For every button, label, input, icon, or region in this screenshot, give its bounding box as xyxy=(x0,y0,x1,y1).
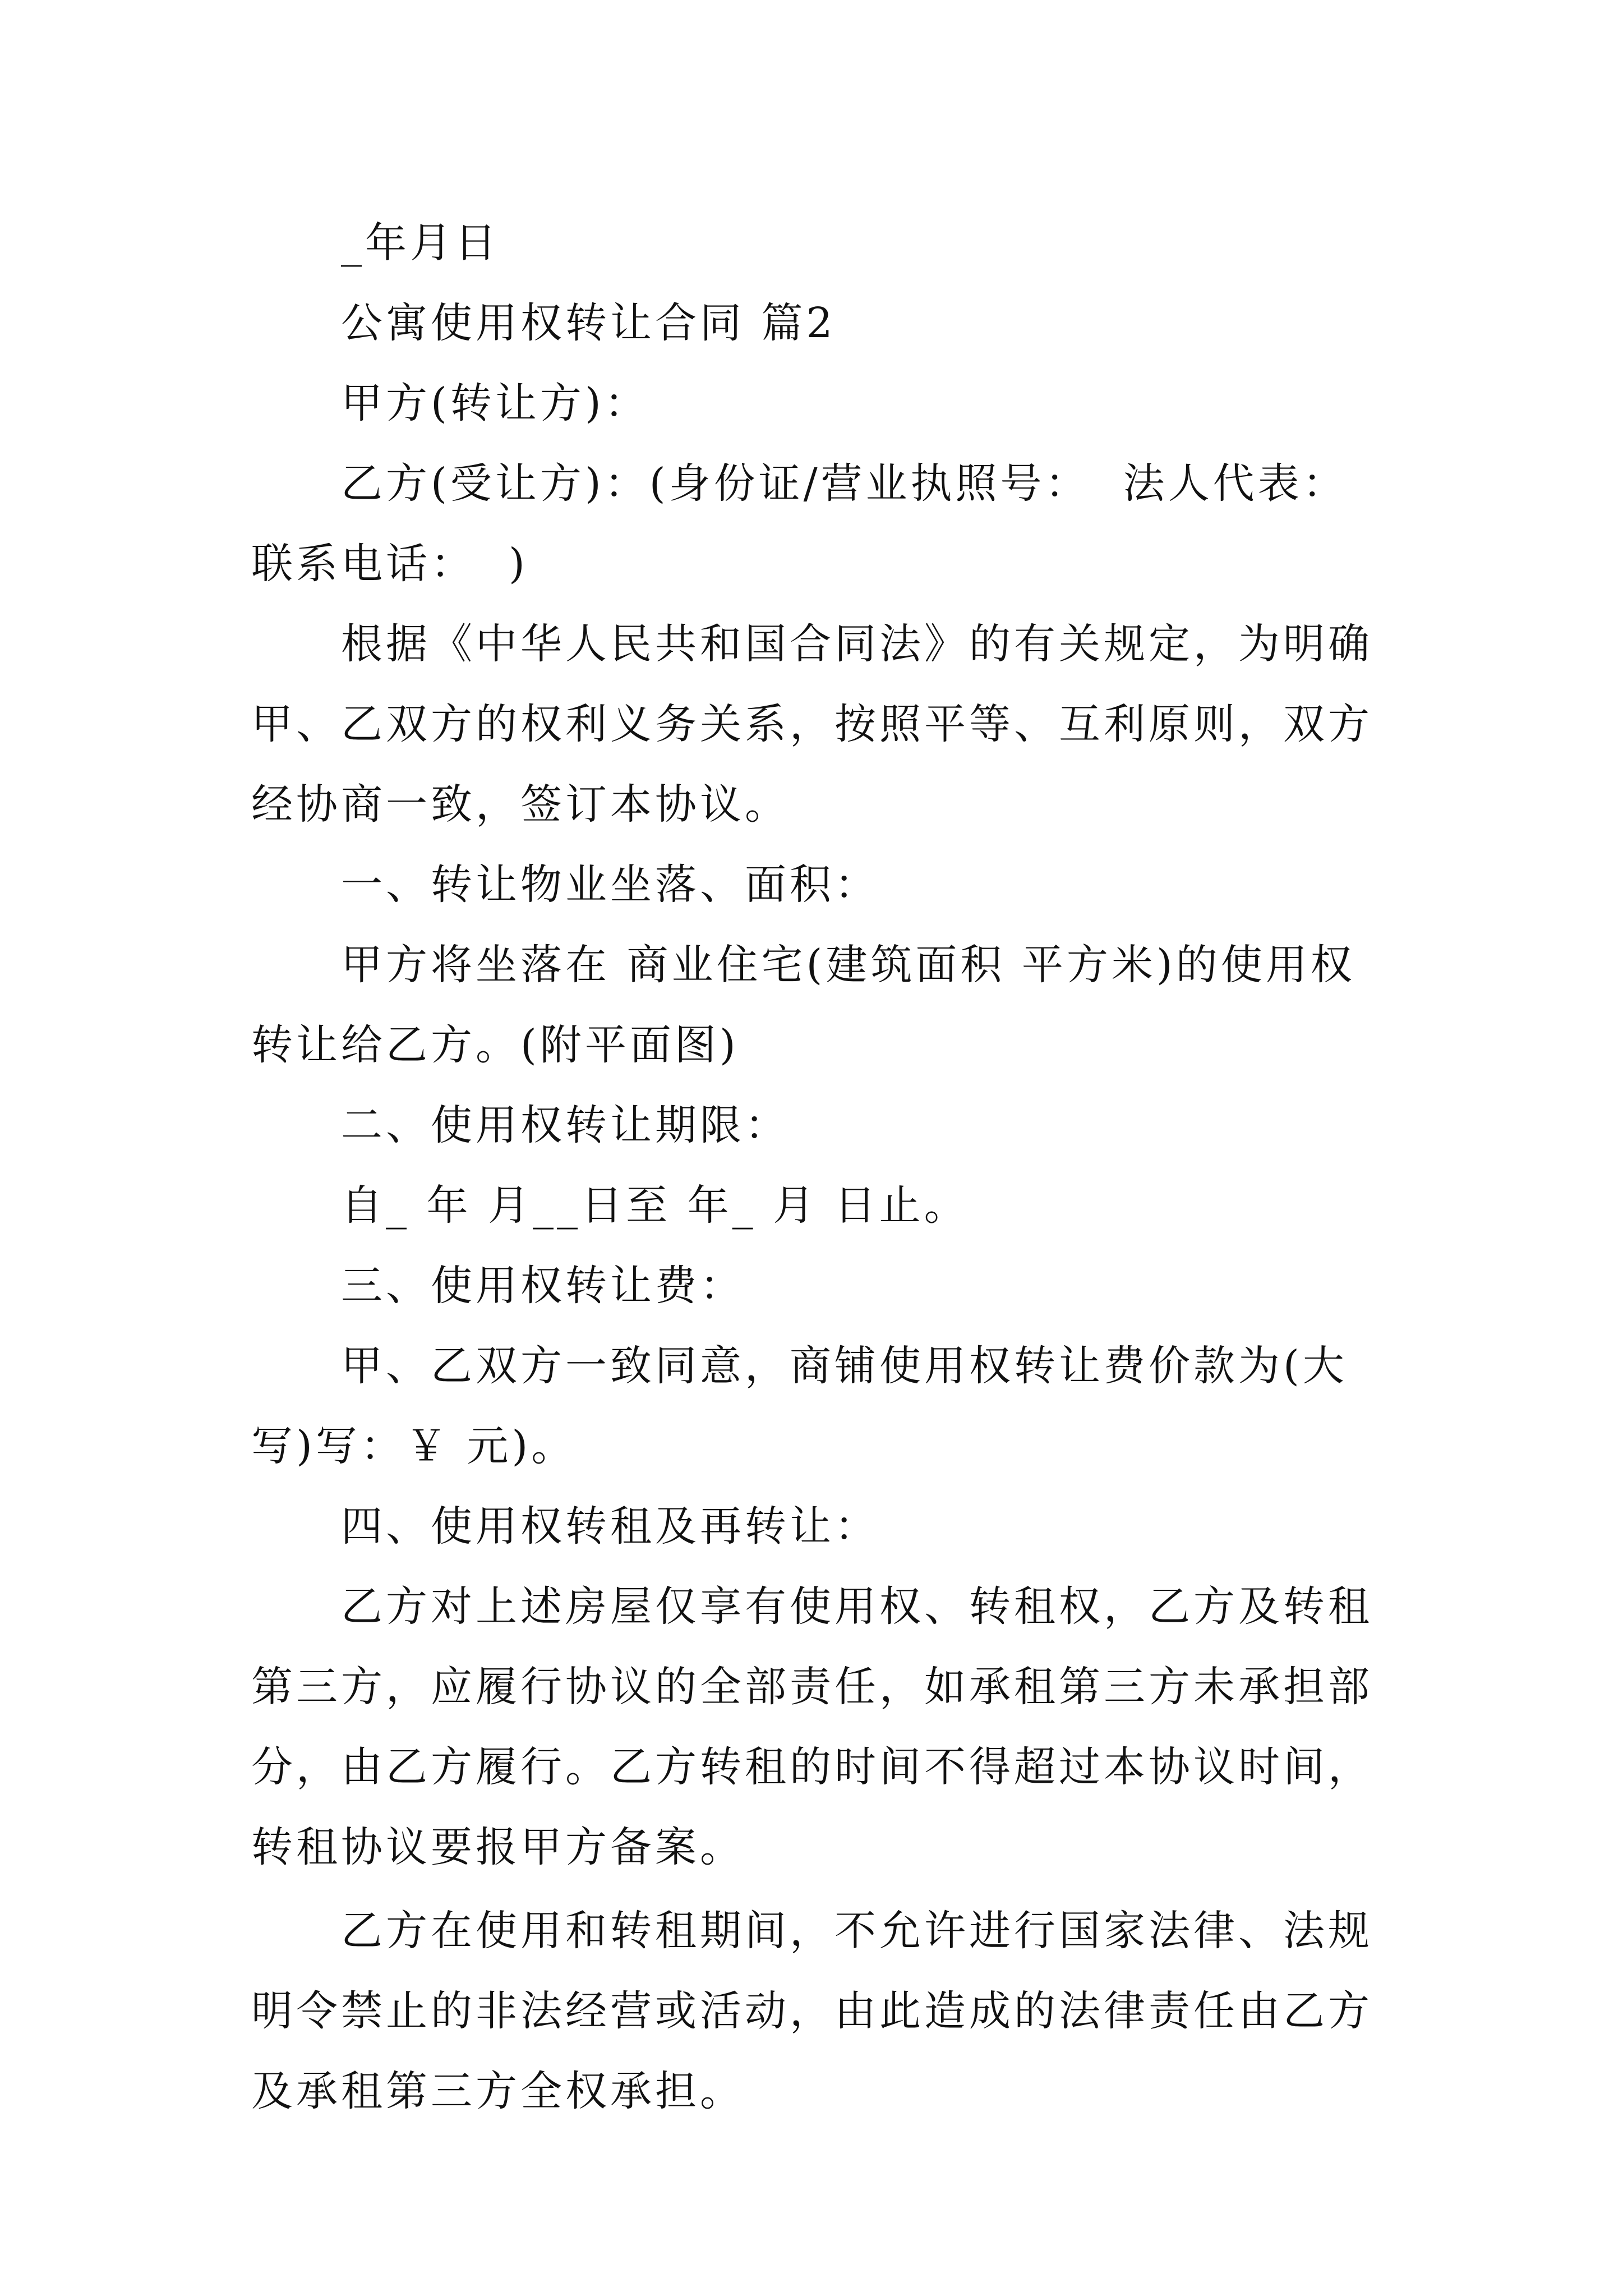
contract-title: 公寓使用权转让合同 篇2 xyxy=(341,299,836,347)
document-body xyxy=(251,203,1384,2132)
section-1-body: 甲方将坐落在 商业住宅(建筑面积 平方米)的使用权转让给乙方。(附平面图) xyxy=(251,941,1355,1069)
preamble-paragraph: 根据《中华人民共和国合同法》的有关规定，为明确甲、乙双方的权利义务关系，按照平等、互利原则，双方经协商一致，签订本协议。 xyxy=(251,620,1373,829)
section-3-body: 甲、乙双方一致同意，商铺使用权转让费价款为(大写)写：￥ 元)。 xyxy=(251,1342,1348,1470)
date-line: _年月日 xyxy=(341,219,500,267)
section-2-heading: 二、使用权转让期限： xyxy=(341,1101,790,1149)
section-2-body: 自_ 年 月__日至 年_ 月 日止。 xyxy=(341,1181,969,1230)
section-1-heading: 一、转让物业坐落、面积： xyxy=(341,861,879,909)
section-3-heading: 三、使用权转让费： xyxy=(341,1262,745,1310)
party-b-line: 乙方(受让方)：(身份证/营业执照号： 法人代表：联系电话： ) xyxy=(251,459,1348,588)
section-4-heading: 四、使用权转租及再转让： xyxy=(341,1502,879,1550)
party-a-line: 甲方(转让方)： xyxy=(341,379,649,427)
section-4-body-2: 乙方在使用和转租期间，不允许进行国家法律、法规明令禁止的非法经营或活动，由此造成的法律责任由乙方及承租第三方全权承担。 xyxy=(251,1907,1373,2115)
section-4-body-1: 乙方对上述房屋仅享有使用权、转租权，乙方及转租第三方，应履行协议的全部责任，如承租第三方未承担部分，由乙方履行。乙方转租的时间不得超过本协议时间，转租协议要报甲方备案。 xyxy=(251,1582,1373,1871)
